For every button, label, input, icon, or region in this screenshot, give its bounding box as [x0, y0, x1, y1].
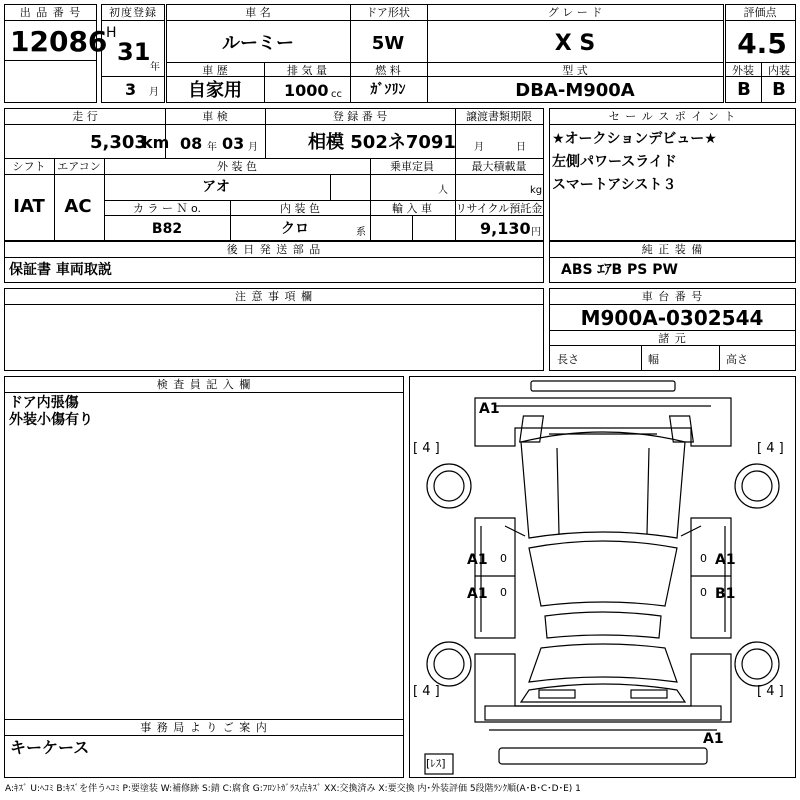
registration-month: 3	[125, 80, 137, 99]
mileage: 5,303	[90, 132, 147, 153]
inspector-note-1: ドア内張傷	[9, 395, 79, 411]
era: H	[106, 25, 117, 41]
sales-point-header: セ ー ル ス ポ イ ン ト	[608, 110, 737, 123]
sales-point-2: 左側パワースライド	[552, 154, 677, 170]
inspector-note-2: 外装小傷有り	[9, 412, 93, 428]
zero-marker-2: 0	[500, 586, 507, 599]
transfer-deadline-header: 譲渡書類期限	[466, 110, 532, 123]
lot-number-header: 出 品 番 号	[19, 6, 82, 19]
inspection-header: 車 検	[202, 110, 228, 123]
model-code: DBA-M900A	[515, 80, 635, 101]
registration-year: 31	[117, 38, 151, 66]
door-header: ドア形状	[366, 6, 410, 19]
recycle-unit: 円	[531, 227, 541, 238]
exterior-color: アオ	[202, 179, 230, 195]
recycle-header: リサイクル預託金	[455, 202, 543, 215]
later-parts-header: 後 日 発 送 部 品	[226, 243, 322, 256]
inspector-box	[4, 376, 404, 778]
chassis-number: M900A-0302544	[580, 306, 764, 330]
later-parts: 保証書 車両取説	[9, 262, 112, 278]
first-registration-header: 初度登録	[109, 6, 157, 19]
int-color-header: 内 装 色	[280, 202, 320, 215]
inspection-year-unit: 年	[207, 142, 217, 153]
zero-marker-1: 0	[500, 552, 507, 565]
damage-front: A1	[479, 401, 500, 417]
model-header: 型 式	[562, 64, 588, 77]
mileage-header: 走 行	[72, 110, 98, 123]
car-name: ルーミー	[222, 33, 294, 54]
specs-header: 諸 元	[658, 332, 687, 345]
spare-tire-label: [ﾚｽ]	[426, 757, 446, 770]
capacity-header: 乗車定員	[390, 160, 434, 173]
sales-point-box	[549, 108, 796, 241]
color-no-header: カ ラ ー Ｎ o.	[132, 202, 202, 215]
tire-label-front-left: [ 4 ]	[413, 441, 440, 456]
import-header: 輸 入 車	[392, 202, 432, 215]
fuel-type: ｶﾞｿﾘﾝ	[370, 82, 406, 98]
history-header: 車 歴	[202, 64, 228, 77]
shift: IAT	[13, 196, 45, 217]
damage-left-rear: A1	[467, 586, 488, 602]
damage-rear: A1	[703, 731, 724, 747]
damage-left-front: A1	[467, 552, 488, 568]
spec-length: 長さ	[557, 353, 579, 366]
inspection-year: 08	[180, 134, 203, 153]
max-load-unit: kg	[530, 185, 543, 196]
year-unit: 年	[150, 62, 160, 73]
sales-point-1: ★オークションデビュー★	[552, 131, 717, 147]
sales-point-3: スマートアシスト３	[552, 177, 677, 193]
notes-header: 注 意 事 項 欄	[235, 290, 313, 303]
chassis-header: 車 台 番 号	[641, 290, 704, 303]
interior-header: 内装	[768, 64, 790, 77]
inspection-month-unit: 月	[248, 142, 258, 153]
zero-marker-4: 0	[700, 586, 707, 599]
fuel-header: 燃 料	[375, 64, 401, 77]
car-history: 自家用	[188, 80, 242, 101]
damage-right-rear: B1	[715, 586, 736, 602]
door-type: 5W	[371, 33, 405, 54]
car-diagram	[409, 376, 796, 778]
transfer-month: 月	[474, 142, 484, 153]
overall-score: 4.5	[737, 27, 787, 60]
registration-number: 相模 502ネ7091	[308, 132, 456, 153]
interior-color-unit: 系	[356, 227, 366, 238]
zero-marker-3: 0	[700, 552, 707, 565]
reg-number-header: 登 録 番 号	[332, 110, 388, 123]
legend: A:ｷｽﾞ U:ﾍｺﾐ B:ｷｽﾞを伴うﾍｺﾐ P:要塗装 W:補修跡 S:錆 C:腐食 G:ﾌﾛﾝﾄｶﾞﾗｽ点ｷｽﾞ XX:交換済み X:要交換 内･外装評価 5段階ﾗﾝｸ順(A･B･C･D･E) 1	[5, 784, 581, 794]
spec-width: 幅	[648, 353, 659, 366]
interior-score: B	[772, 79, 786, 100]
inspection-month: 03	[222, 134, 245, 153]
color-number: B82	[151, 221, 183, 237]
tire-label-front-right: [ 4 ]	[757, 441, 784, 456]
displacement-unit: cc	[331, 89, 342, 100]
exterior-score: B	[737, 79, 751, 100]
aircon-header: エアコン	[57, 160, 101, 173]
inspector-header: 検 査 員 記 入 欄	[156, 378, 252, 391]
grade-header: グ レ ー ド	[547, 6, 603, 19]
office-header: 事 務 局 よ り ご 案 内	[140, 721, 268, 734]
damage-right-front: A1	[715, 552, 736, 568]
office-note: キーケース	[10, 738, 90, 757]
lot-number: 12086	[10, 25, 108, 58]
shift-header: シフト	[12, 160, 46, 173]
score-header: 評価点	[743, 6, 777, 19]
grade: X S	[554, 31, 596, 56]
mileage-unit: km	[142, 133, 170, 152]
month-unit: 月	[149, 87, 159, 98]
displacement-header: 排 気 量	[287, 64, 327, 77]
car-name-header: 車 名	[245, 6, 271, 19]
genuine-equipment-header: 純 正 装 備	[641, 243, 704, 256]
exterior-header: 外装	[732, 64, 754, 77]
spec-height: 高さ	[726, 353, 748, 366]
max-load-header: 最大積載量	[471, 160, 527, 173]
genuine-equipment: ABS ｴｱB PS PW	[561, 262, 678, 278]
capacity-unit: 人	[438, 185, 448, 196]
ext-color-header: 外 装 色	[217, 160, 257, 173]
interior-color: クロ	[281, 221, 309, 237]
displacement: 1000	[284, 81, 329, 100]
tire-label-rear-right: [ 4 ]	[757, 684, 784, 699]
transfer-day: 日	[516, 142, 526, 153]
tire-label-rear-left: [ 4 ]	[413, 684, 440, 699]
aircon: AC	[64, 196, 92, 217]
recycle-fee: 9,130	[480, 219, 531, 238]
